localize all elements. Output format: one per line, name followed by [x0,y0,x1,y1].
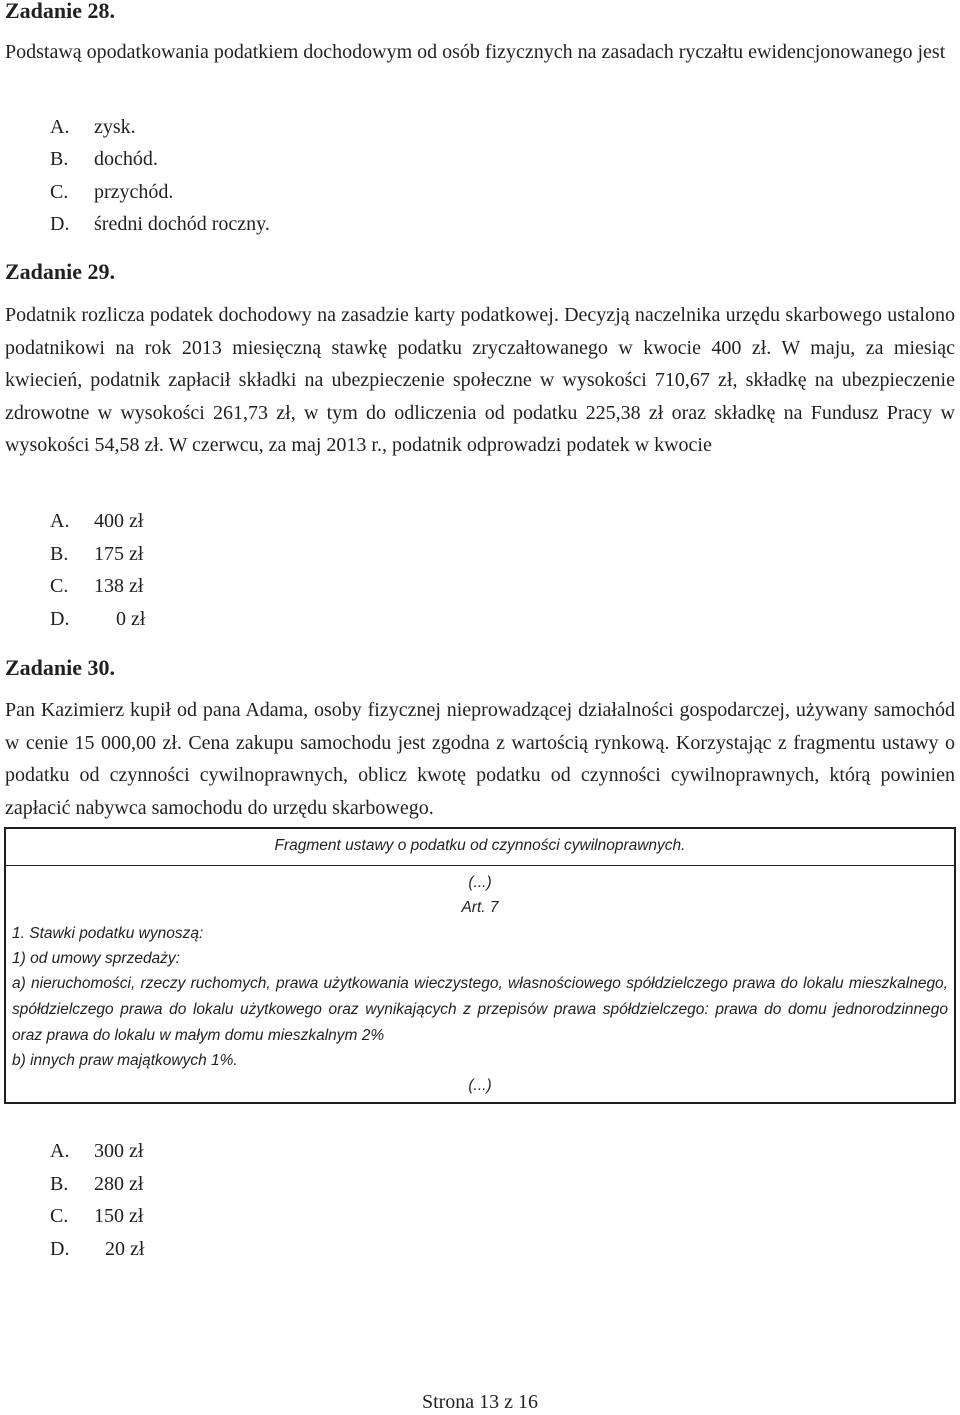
task-30-heading: Zadanie 30. [5,655,116,680]
task-28-option-b: dochód. [94,148,158,170]
law-fragment-title: Fragment ustawy o podatku od czynności cywilnoprawnych. [274,837,686,854]
task-29-question: Podatnik rozlicza podatek dochodowy na zasadzie karty podatkowej. Decyzją naczelnika urzędu skarbowego ustalono podatnikowi na rok 2013 miesięczną stawkę podatku zryczałtowanego w kwocie 400 zł. W maju, za miesiąc kwiecień, podatnik zapłacił składki na ubezpieczenie społeczne w wysokości 710,67 zł, składkę na ubezpieczenie zdrowotne w wysokości 261,73 zł, w tym do odliczenia od podatku 225,38 zł oraz składkę na Fundusz Pracy w wysokości 54,58 zł. W czerwcu, za maj 2013 r., podatnik odprowadzi podatek w kwocie [5,304,955,456]
task-30-option-a: 300 zł [94,1140,144,1162]
task-30-option-b: 280 zł [94,1173,144,1195]
task-28-option-a: zysk. [94,116,136,138]
task-30-question: Pan Kazimierz kupił od pana Adama, osoby fizycznej nieprowadzącej działalności gospodarczej, używany samochód w cenie 15 000,00 zł. Cena zakupu samochodu jest zgodna z wartością rynkową. Korzystając z fragmentu ustawy o podatku od czynności cywilnoprawnych, oblicz kwotę podatku od czynności cywilnoprawnych, którą powinien zapłacić nabywca samochodu do urzędu skarbowego. [5,699,955,819]
law-fragment-line-4: b) innych praw majątkowych 1%. [12,1052,238,1069]
page-number-footer: Strona 13 z 16 [421,1391,539,1413]
task-29-option-a-letter: A. [50,510,70,532]
law-fragment-article: Art. 7 [461,899,499,916]
task-30-option-a-letter: A. [50,1140,70,1162]
task-28-option-d-letter: D. [50,213,70,235]
law-fragment-line-1: 1. Stawki podatku wynoszą: [12,925,204,942]
task-28-option-c-letter: C. [50,181,69,203]
law-fragment-ellipsis-bottom: (...) [468,1077,492,1094]
task-28-option-c: przychód. [94,181,174,203]
task-28-option-b-letter: B. [50,148,69,170]
task-30-option-c: 150 zł [94,1205,144,1227]
law-fragment-title-divider [6,865,954,866]
task-30-option-d: 20 zł [105,1238,145,1260]
task-30-option-d-letter: D. [50,1238,70,1260]
law-fragment-box [4,827,956,1104]
law-fragment-ellipsis-top: (...) [468,874,492,891]
task-30-option-b-letter: B. [50,1173,69,1195]
task-29-option-b-letter: B. [50,543,69,565]
task-28-question: Podstawą opodatkowania podatkiem dochodowym od osób fizycznych na zasadach ryczałtu ewidencjonowanego jest [5,41,946,63]
task-30-option-c-letter: C. [50,1205,69,1227]
task-28-option-a-letter: A. [50,116,70,138]
law-fragment-line-2: 1) od umowy sprzedaży: [12,950,180,967]
task-29-option-b: 175 zł [94,543,144,565]
task-29-option-c-letter: C. [50,575,69,597]
task-29-option-d-letter: D. [50,608,70,630]
task-29-option-c: 138 zł [94,575,144,597]
task-29-option-d: 0 zł [116,608,146,630]
task-28-heading: Zadanie 28. [5,0,116,23]
task-29-option-a: 400 zł [94,510,144,532]
law-fragment-line-3: a) nieruchomości, rzeczy ruchomych, prawa użytkowania wieczystego, własnościowego spółdzielczego prawa do lokalu mieszkalnego, spółdzielczego prawa do lokalu użytkowego oraz wynikających z przepisów prawa spółdzielczego: prawa do domu jednorodzinnego oraz prawa do lokalu w małym domu mieszkalnym 2% [12,975,948,1044]
task-29-heading: Zadanie 29. [5,259,116,284]
task-28-option-d: średni dochód roczny. [94,213,270,235]
